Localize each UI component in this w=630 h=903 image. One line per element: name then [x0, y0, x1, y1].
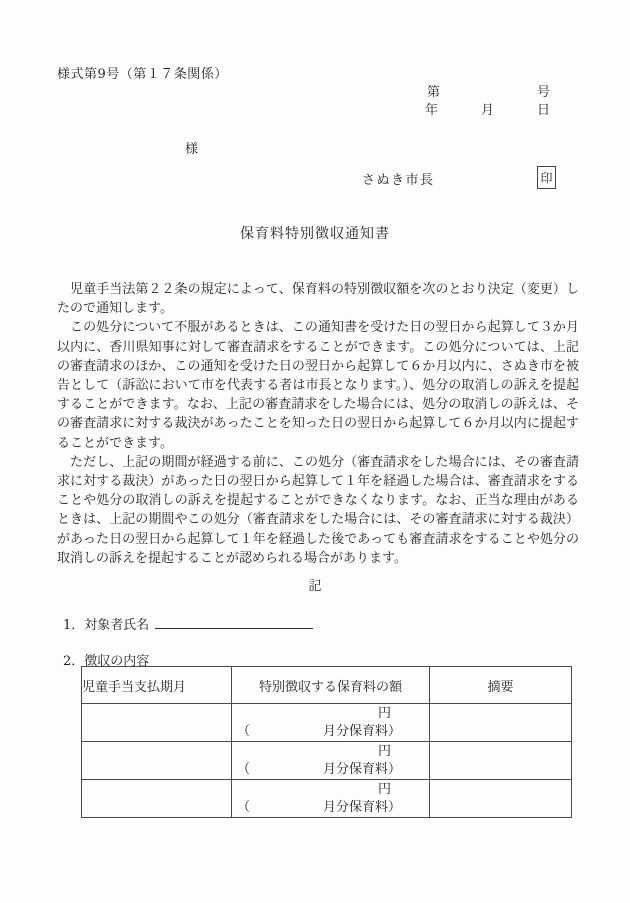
header-collection-amount: 特別徴収する保育料の額: [232, 667, 430, 704]
amount-paren-line: [232, 723, 429, 741]
amount-unit-label: 円: [377, 781, 391, 797]
item-subject-name: [63, 614, 313, 633]
date-day-label: 日: [536, 103, 550, 118]
paren-label: 月分保育料）: [322, 761, 401, 777]
doc-number-suffix: 号: [536, 85, 550, 100]
item-collection-details: 2．徴収の内容: [63, 654, 150, 669]
paren-label: 月分保育料）: [322, 799, 401, 815]
paragraph-notice: 児童手当法第２２条の規定によって、保育料の特別徴収額を次のとおり決定（変更）したので通知します。: [57, 282, 579, 317]
period-cell: [82, 780, 232, 818]
amount-unit-label: 円: [377, 705, 391, 721]
amount-cell: [232, 704, 430, 742]
note-cell: [430, 704, 572, 742]
date-year-label: 年: [425, 103, 439, 118]
amount-paren-line: [232, 799, 429, 817]
subject-name-blank-line: [155, 615, 313, 629]
amount-paren-line: [232, 761, 429, 779]
seal-box: 印: [537, 166, 556, 189]
doc-number-prefix: 第: [427, 85, 441, 100]
paragraph-appeal: この処分について不服があるときは、この通知書を受けた日の翌日から起算して３か月以内に、香川県知事に対して審査請求をすることができます。この処分については、上記の審査請求のほか、この通知を受けた日の翌日から起算して６か月以内に、さぬき市を被告として（訴訟において市を代表する者は市長となります。）、処分の取消しの訴えを提起することができます。なお、上記の審査請求をした場合には、処分の取消しの訴えは、その審査請求に対する裁決があったことを知った日の翌日から起算して６か月以内に提起することができます。: [57, 320, 579, 451]
amount-cell: [232, 742, 430, 780]
paren-open: （: [237, 761, 251, 777]
subject-name-label: 1．対象者氏名: [63, 618, 150, 633]
body-text: [57, 280, 579, 568]
table-row: [82, 742, 572, 780]
table-header-row: [82, 667, 572, 704]
header-payment-period: 児童手当支払期月: [82, 667, 232, 704]
collection-table: [81, 666, 572, 818]
form-number: 様式第9号（第１７条関係）: [57, 67, 228, 82]
period-cell: [82, 704, 232, 742]
paren-label: 月分保育料）: [322, 723, 401, 739]
amount-unit-label: 円: [377, 743, 391, 759]
table-row: [82, 780, 572, 818]
amount-cell: [232, 780, 430, 818]
date-line: [425, 99, 550, 118]
issuer-name: さぬき市長: [362, 173, 435, 188]
paren-open: （: [237, 723, 251, 739]
date-month-label: 月: [480, 103, 494, 118]
note-cell: [430, 742, 572, 780]
period-cell: [82, 742, 232, 780]
paren-open: （: [237, 799, 251, 815]
page-title: 保育料特別徴収通知書: [240, 226, 390, 242]
paragraph-deadline: ただし、上記の期間が経過する前に、この処分（審査請求をした場合には、その審査請求に対する裁決）があった日の翌日から起算して１年を経過した場合は、審査請求をすることや処分の取消しの訴えを提起することができなくなります。なお、正当な理由があるときは、上記の期間やこの処分（審査請求をした場合には、その審査請求に対する裁決）があった日の翌日から起算して１年を経過した後であっても審査請求をすることや処分の取消しの訴えを提起することが認められる場合があります。: [57, 454, 579, 566]
ki-marker: 記: [308, 579, 322, 594]
document-number-line: [427, 81, 550, 100]
addressee-suffix: 様: [185, 142, 199, 157]
table-row: [82, 704, 572, 742]
header-remarks: 摘要: [430, 667, 572, 704]
note-cell: [430, 780, 572, 818]
